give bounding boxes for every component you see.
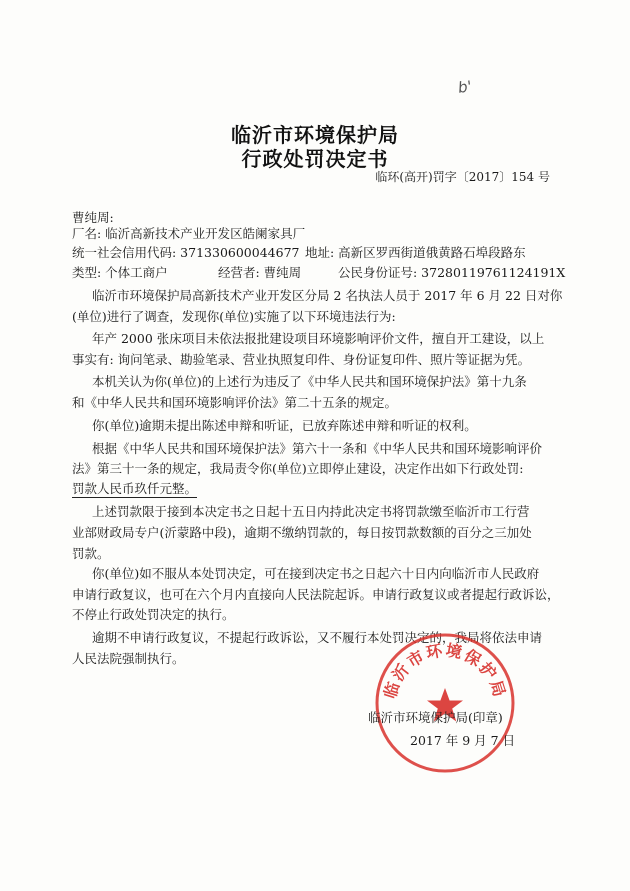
document-number: 临环(高开)罚字〔2017〕154 号 bbox=[375, 170, 550, 184]
title-document: 行政处罚决定书 bbox=[241, 147, 389, 171]
paragraph-4-line-1: 你(单位)逾期未提出陈述申辩和听证，已放弃陈述申辩和听证的权利。 bbox=[92, 418, 477, 433]
handwritten-mark: b' bbox=[456, 77, 473, 97]
paragraph-5-line-2: 法》第三十一条的规定，我局责令你(单位)立即停止建设，决定作出如下行政处罚: bbox=[72, 461, 524, 476]
paragraph-1-line-1: 临沂市环境保护局高新技术产业开发区分局 2 名执法人员于 2017 年 6 月 22 日对你 bbox=[92, 288, 563, 303]
seal-text: 临沂市环境保护局 bbox=[380, 640, 510, 701]
penalty-amount: 罚款人民币玖仟元整。 bbox=[72, 481, 198, 496]
credit-code: 统一社会信用代码: 371330600044677 bbox=[72, 245, 300, 260]
paragraph-6-line-2: 业部财政局专户(沂蒙路中段)，逾期不缴纳罚款的，每日按罚款数额的百分之三加处 bbox=[72, 525, 532, 540]
issue-date: 2017 年 9 月 7 日 bbox=[410, 733, 516, 748]
title-agency: 临沂市环境保护局 bbox=[231, 123, 399, 147]
paragraph-2-line-2: 事实有: 询问笔录、勘验笔录、营业执照复印件、身份证复印件、照片等证据为凭。 bbox=[72, 352, 531, 367]
operator: 经营者: 曹纯周 bbox=[218, 265, 302, 280]
id-number: 公民身份证号: 37280119761124191X bbox=[338, 265, 566, 280]
paragraph-7-line-1: 你(单位)如不服从本处罚决定，可在接到决定书之日起六十日内向临沂市人民政府 bbox=[92, 566, 540, 581]
official-seal bbox=[372, 630, 518, 776]
paragraph-8-line-1: 逾期不申请行政复议，不提起行政诉讼，又不履行本处罚决定的，我局将依法申请 bbox=[92, 630, 543, 645]
paragraph-3-line-1: 本机关认为你(单位)的上述行为违反了《中华人民共和国环境保护法》第十九条 bbox=[92, 374, 527, 389]
business-type: 类型: 个体工商户 bbox=[72, 265, 168, 280]
paragraph-7-line-3: 不停止行政处罚决定的执行。 bbox=[72, 607, 235, 622]
paragraph-8-line-2: 人民法院强制执行。 bbox=[72, 651, 185, 666]
recipient: 曹纯周: bbox=[72, 210, 114, 225]
paragraph-6-line-3: 罚款。 bbox=[72, 546, 110, 561]
paragraph-2-line-1: 年产 2000 张床项目未依法报批建设项目环境影响评价文件，擅自开工建设，以上 bbox=[92, 331, 545, 346]
paragraph-1-line-2: (单位)进行了调查，发现你(单位)实施了以下环境违法行为: bbox=[72, 309, 396, 324]
issuer-signature: 临沂市环境保护局(印章) bbox=[368, 710, 503, 725]
paragraph-7-line-2: 申请行政复议，也可在六个月内直接向人民法院起诉。申请行政复议或者提起行政诉讼， bbox=[72, 587, 560, 602]
address: 地址: 高新区罗西街道俄黄路石埠段路东 bbox=[305, 245, 526, 260]
paragraph-3-line-2: 和《中华人民共和国环境影响评价法》第二十五条的规定。 bbox=[72, 395, 398, 410]
factory-name: 厂名: 临沂高新技术产业开发区皓阑家具厂 bbox=[72, 226, 306, 241]
paragraph-6-line-1: 上述罚款限于接到本决定书之日起十五日内持此决定书将罚款缴至临沂市工行营 bbox=[92, 504, 530, 519]
paragraph-5-line-1: 根据《中华人民共和国环境保护法》第六十一条和《中华人民共和国环境影响评价 bbox=[92, 441, 543, 456]
